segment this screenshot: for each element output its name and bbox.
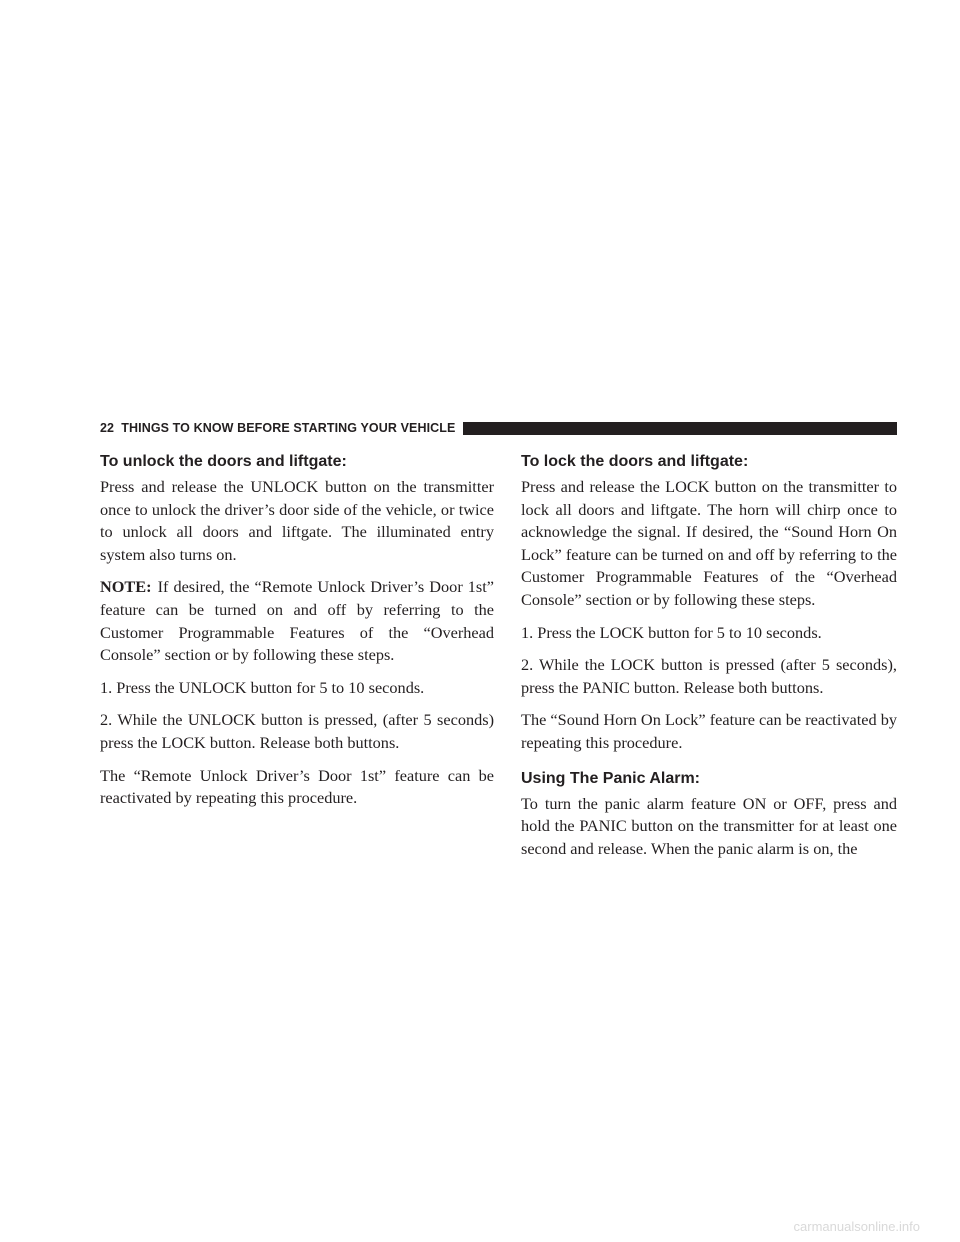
page-header: [100, 418, 897, 438]
unlock-step-2: 2. While the UNLOCK button is pressed, (after 5 seconds) press the LOCK button. Release both buttons.: [100, 710, 494, 752]
right-column: [521, 452, 897, 870]
panic-heading: Using The Panic Alarm:: [521, 769, 700, 787]
note-text: If desired, the “Remote Unlock Driver’s Door 1st” feature can be turned on and off by referring to the Customer Programmable Features of the “Overhead Console” section or by following these steps.: [100, 577, 494, 665]
lock-heading: To lock the doors and liftgate:: [521, 453, 749, 470]
unlock-step-1: 1. Press the UNLOCK button for 5 to 10 seconds.: [100, 677, 425, 697]
panic-paragraph: To turn the panic alarm feature ON or OFF, press and hold the PANIC button on the transmitter for at least one second and release. When the panic alarm is on, the: [521, 793, 897, 858]
unlock-heading: To unlock the doors and liftgate:: [100, 453, 347, 470]
note-label: NOTE:: [100, 577, 152, 597]
lock-step-1: 1. Press the LOCK button for 5 to 10 seconds.: [521, 622, 822, 642]
left-column: [100, 452, 494, 820]
lock-paragraph: Press and release the LOCK button on the transmitter to lock all doors and liftgate. The horn will chirp once to acknowledge the signal. If desired, the “Sound Horn On Lock” feature can be turned on and off by referring to the Customer Programmable Features of the “Overhead Console” section or by following these steps.: [521, 477, 897, 609]
lock-reactivate: The “Sound Horn On Lock” feature can be reactivated by repeating this procedure.: [521, 710, 897, 752]
lock-step-2: 2. While the LOCK button is pressed (after 5 seconds), press the PANIC button. Release both buttons.: [521, 655, 897, 697]
page-number: 22: [100, 421, 115, 435]
unlock-reactivate: The “Remote Unlock Driver’s Door 1st” feature can be reactivated by repeating this procedure.: [100, 765, 494, 808]
header-rule: [463, 422, 897, 435]
unlock-paragraph: Press and release the UNLOCK button on the transmitter once to unlock the driver’s door side of the vehicle, or twice to unlock all doors and liftgate. The illuminated entry system also turns on.: [100, 477, 494, 564]
note-paragraph: [100, 576, 494, 666]
watermark: carmanualsonline.info: [793, 1219, 920, 1234]
chapter-title: THINGS TO KNOW BEFORE STARTING YOUR VEHICLE: [121, 421, 456, 435]
page-header-text: [100, 421, 455, 435]
